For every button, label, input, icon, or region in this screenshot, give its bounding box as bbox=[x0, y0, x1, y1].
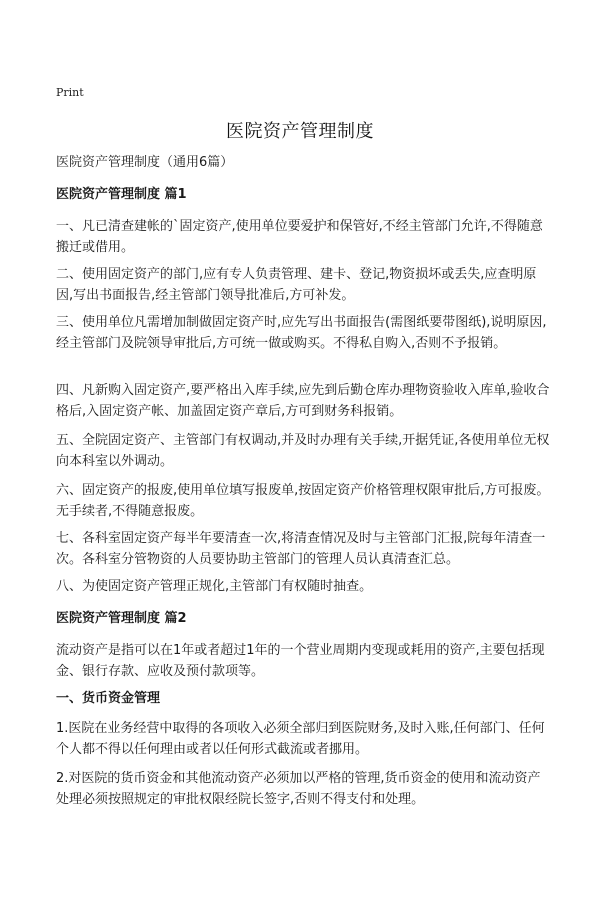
section2-paragraph: 2.对医院的货币资金和其他流动资产必须加以严格的管理,货币资金的使用和流动资产处理必须按照规定的审批权限经院长签字,否则不得支付和处理。 bbox=[56, 771, 541, 807]
print-label: Print bbox=[56, 86, 84, 99]
document-subtitle: 医院资产管理制度（通用6篇） bbox=[56, 155, 234, 170]
section1-paragraph: 一、凡已清查建帐的`固定资产,使用单位要爱护和保管好,不经主管部门允许,不得随意搬迁或借用。 bbox=[56, 219, 543, 255]
section2-subheading: 一、货币资金管理 bbox=[56, 691, 161, 706]
section1-paragraph: 四、凡新购入固定资产,要严格出入库手续,应先到后勤仓库办理物资验收入库单,验收合格后,入固定资产帐、加盖固定资产章后,方可到财务科报销。 bbox=[56, 383, 550, 419]
section2-paragraph: 1.医院在业务经营中取得的各项收入必须全部归到医院财务,及时入账,任何部门、任何个人都不得以任何理由或者以任何形式截流或者挪用。 bbox=[56, 721, 545, 757]
section1-paragraph: 八、为使固定资产管理正规化,主管部门有权随时抽查。 bbox=[56, 579, 373, 594]
section1-paragraph: 六、固定资产的报废,使用单位填写报废单,按固定资产价格管理权限审批后,方可报废。无手续者,不得随意报废。 bbox=[56, 483, 550, 519]
section2-intro: 流动资产是指可以在1年或者超过1年的一个营业周期内变现或耗用的资产,主要包括现金、银行存款、应收及预付款项等。 bbox=[56, 643, 545, 679]
section2-heading: 医院资产管理制度 篇2 bbox=[56, 611, 187, 626]
section1-paragraph: 五、全院固定资产、主管部门有权调动,并及时办理有关手续,开据凭证,各使用单位无权向本科室以外调动。 bbox=[56, 433, 550, 469]
section1-paragraph: 七、各科室固定资产每半年要清查一次,将清查情况及时与主管部门汇报,院每年清查一次。各科室分管物资的人员要协助主管部门的管理人员认真清查汇总。 bbox=[56, 531, 546, 567]
section1-paragraph: 三、使用单位凡需增加制做固定资产时,应先写出书面报告(需图纸要带图纸),说明原因,经主管部门及院领导审批后,方可统一做或购买。不得私自购入,否则不予报销。 bbox=[56, 315, 547, 351]
section1-heading: 医院资产管理制度 篇1 bbox=[56, 187, 187, 202]
section1-paragraph: 二、使用固定资产的部门,应有专人负责管理、建卡、登记,物资损坏或丢失,应查明原因,写出书面报告,经主管部门领导批准后,方可补发。 bbox=[56, 267, 537, 303]
page-title: 医院资产管理制度 bbox=[226, 121, 374, 142]
